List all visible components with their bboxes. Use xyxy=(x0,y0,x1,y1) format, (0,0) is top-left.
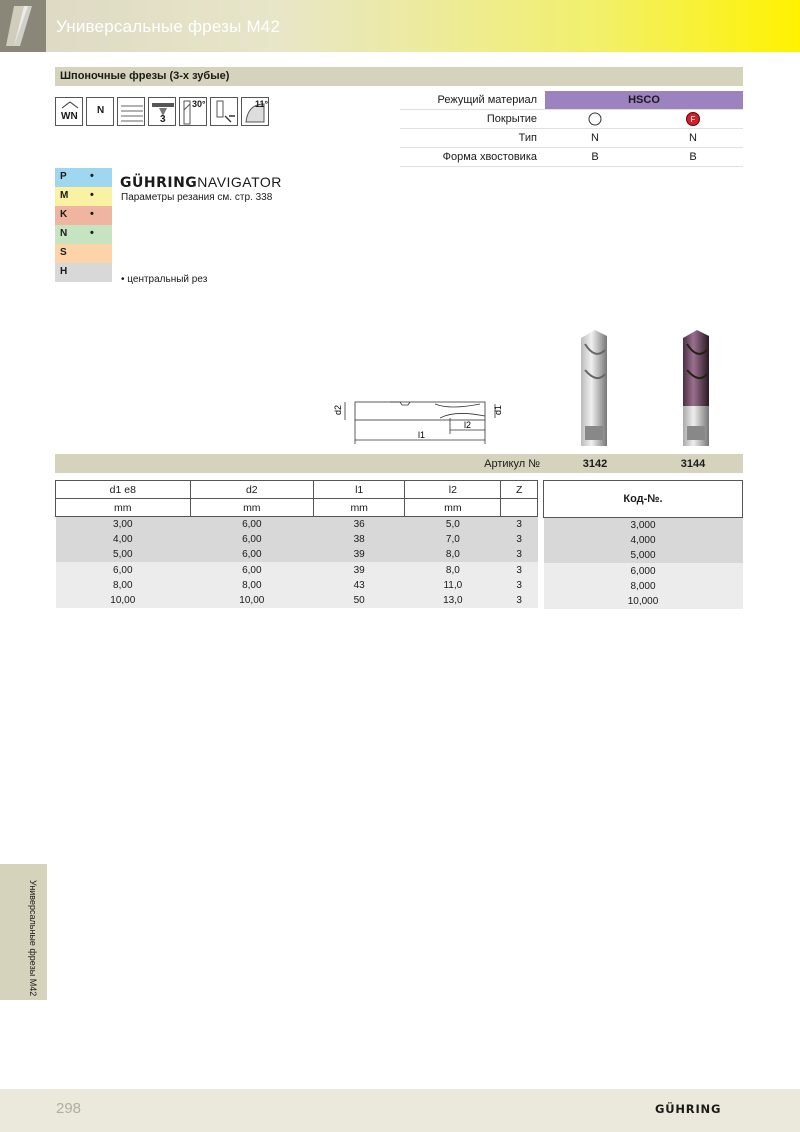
page-number: 298 xyxy=(56,1100,82,1117)
section-title: Шпоночные фрезы (3-х зубые) xyxy=(60,70,230,82)
flutes-icon: 3 xyxy=(148,97,176,126)
article-label: Артикул № xyxy=(484,458,540,470)
code-header-row: Код-№. xyxy=(544,481,743,518)
guhring-navigator-logo: GÜHRINGNAVIGATOR xyxy=(120,174,282,191)
article-bar xyxy=(55,454,743,473)
brand-mark xyxy=(0,0,46,52)
code-row: 10,000 xyxy=(544,594,743,609)
code-row: 3,000 xyxy=(544,518,743,533)
tolerance-icon xyxy=(117,97,145,126)
guhring-logo: GÜHRING xyxy=(655,1102,722,1116)
code-row: 4,000 xyxy=(544,533,743,548)
wn-standard-icon: WN xyxy=(55,97,83,126)
code-row: 5,000 xyxy=(544,548,743,563)
article-3142: 3142 xyxy=(582,458,608,470)
type-n-icon: N xyxy=(86,97,114,126)
table-header-row: d1 e8 d2 l1 l2 Z xyxy=(56,481,538,499)
table-row: 4,00 6,00 38 7,0 3 xyxy=(56,532,538,547)
tool-photo-3142 xyxy=(575,330,615,450)
label-l1: l1 xyxy=(418,430,426,440)
side-chapter-label: Универсальные фрезы М42 xyxy=(28,880,38,997)
helix-angle-icon: 30° xyxy=(179,97,207,126)
code-table xyxy=(543,480,743,609)
center-cut-note: • центральный рез xyxy=(121,274,208,285)
dimensions-table xyxy=(55,480,538,608)
material-row-s: S xyxy=(55,244,112,263)
spec-row-material: Режущий материал HSCO xyxy=(400,91,743,110)
clearance-angle-icon: 11° xyxy=(241,97,269,126)
table-units-row: mm mm mm mm xyxy=(56,499,538,517)
label-d1: d1 xyxy=(493,404,503,415)
table-row: 6,00 6,00 39 8,0 3 xyxy=(56,562,538,577)
center-cut-icon xyxy=(210,97,238,126)
table-row: 5,00 6,00 39 8,0 3 xyxy=(56,547,538,562)
tool-photo-3144 xyxy=(677,330,717,450)
no-coating-icon xyxy=(545,113,645,129)
code-row: 8,000 xyxy=(544,579,743,594)
article-3144: 3144 xyxy=(680,458,706,470)
cutting-params-ref: Параметры резания см. стр. 338 xyxy=(121,192,273,203)
material-row-k: K • xyxy=(55,206,112,225)
label-l2: l2 xyxy=(464,420,472,430)
material-row-m: M • xyxy=(55,187,112,206)
tool-drawing xyxy=(330,380,510,450)
material-value: HSCO xyxy=(628,94,660,106)
table-row: 3,00 6,00 36 5,0 3 xyxy=(56,517,538,532)
spec-row-coating: Покрытие F xyxy=(400,110,743,129)
material-row-h: H xyxy=(55,263,112,282)
code-row: 6,000 xyxy=(544,563,743,578)
label-d2: d2 xyxy=(333,404,343,415)
table-row: 10,00 10,00 50 13,0 3 xyxy=(56,593,538,608)
page-title: Универсальные фрезы М42 xyxy=(56,17,281,36)
coating-f-icon: F xyxy=(643,113,743,126)
table-row: 8,00 8,00 43 11,0 3 xyxy=(56,578,538,593)
material-row-p: P • xyxy=(55,168,112,187)
material-row-n: N • xyxy=(55,225,112,244)
spec-row-shank: Форма хвостовика B B xyxy=(400,148,743,167)
spec-row-type: Тип N N xyxy=(400,129,743,148)
